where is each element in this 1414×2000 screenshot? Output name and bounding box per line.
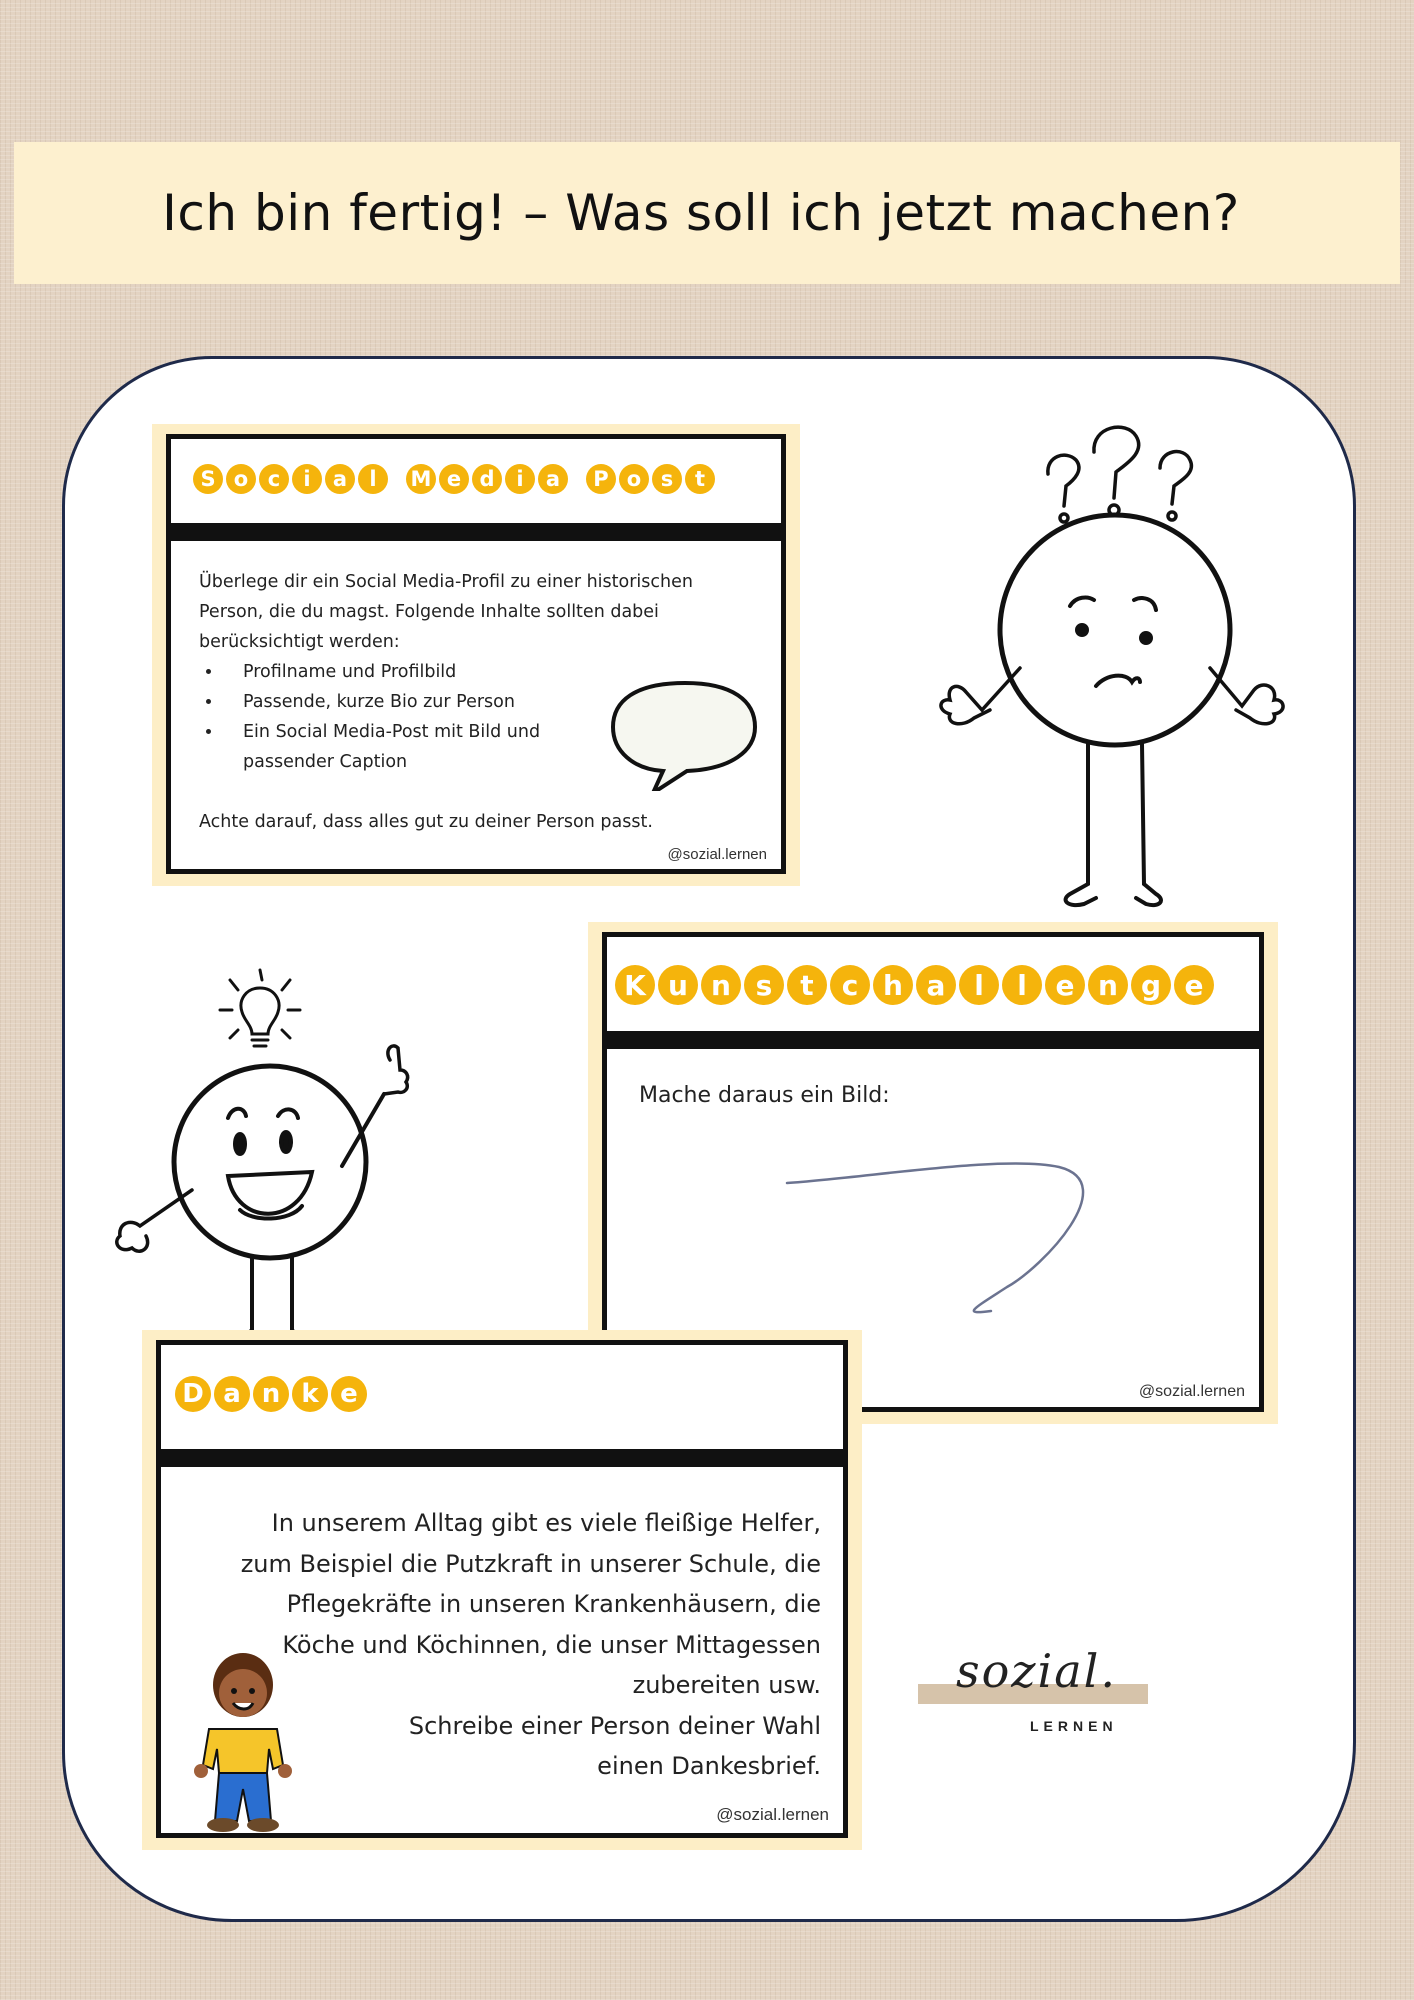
title-letter: s — [652, 464, 682, 494]
logo-script: sozial. — [956, 1644, 1118, 1698]
closing-text: Achte darauf, dass alles gut zu deiner Person passt. — [199, 812, 653, 832]
title-letter: n — [1088, 965, 1128, 1005]
title-letter: e — [1174, 965, 1214, 1005]
title-letter: e — [1045, 965, 1085, 1005]
title-letter: k — [292, 1376, 328, 1412]
intro-text: Überlege dir ein Social Media-Profil zu einer historischen Person, die du magst. Folgende Inhalte sollten dabei berücksichtigt werden: — [199, 572, 693, 652]
pointing-hand-icon — [384, 1046, 408, 1094]
speech-bubble-icon — [605, 671, 765, 791]
title-letter: g — [1131, 965, 1171, 1005]
title-letter: i — [292, 464, 322, 494]
card-frame — [156, 1340, 848, 1838]
title-letter: d — [472, 464, 502, 494]
page-title: Ich bin fertig! – Was soll ich jetzt machen? — [162, 184, 1240, 242]
title-letter: D — [175, 1376, 211, 1412]
title-letter: M — [406, 464, 436, 494]
title-space — [571, 464, 583, 494]
title-divider — [171, 523, 781, 541]
prompt-text: Mache daraus ein Bild: — [639, 1083, 890, 1108]
title-letter: a — [325, 464, 355, 494]
title-letter: a — [916, 965, 956, 1005]
card-danke — [142, 1330, 862, 1850]
title-letter: l — [1002, 965, 1042, 1005]
title-letter: o — [619, 464, 649, 494]
list-item: • Profilname und Profilbild — [223, 657, 759, 687]
logo-subtitle: LERNEN — [1030, 1718, 1118, 1734]
title-letter: l — [358, 464, 388, 494]
title-letter: c — [259, 464, 289, 494]
title-letter: i — [505, 464, 535, 494]
card-body — [221, 1503, 821, 1787]
title-space — [391, 464, 403, 494]
text-line: Schreibe einer Person deiner Wahl — [408, 1711, 821, 1740]
title-letter: u — [658, 965, 698, 1005]
title-letter: K — [615, 965, 655, 1005]
card-footer-handle: @sozial.lernen — [716, 1805, 829, 1824]
title-letter: h — [873, 965, 913, 1005]
card-title — [615, 965, 1214, 1005]
title-letter: t — [685, 464, 715, 494]
boy-illustration — [179, 1645, 309, 1835]
title-letter: t — [787, 965, 827, 1005]
title-letter: c — [830, 965, 870, 1005]
title-letter: n — [253, 1376, 289, 1412]
title-letter: e — [439, 464, 469, 494]
title-letter: s — [744, 965, 784, 1005]
title-letter: l — [959, 965, 999, 1005]
lightbulb-icon — [220, 970, 300, 1046]
text-line: zubereiten usw. — [632, 1671, 821, 1699]
confused-figure-illustration — [870, 410, 1290, 910]
list-item: • Ein Social Media-Post mit Bild und passender Caption — [223, 717, 563, 777]
card-social-media-post — [152, 424, 800, 886]
title-letter: a — [214, 1376, 250, 1412]
title-divider — [607, 1031, 1259, 1049]
title-letter: a — [538, 464, 568, 494]
card-footer-handle: @sozial.lernen — [667, 846, 767, 863]
title-letter: n — [701, 965, 741, 1005]
title-banner — [14, 142, 1400, 284]
head-circle — [1000, 515, 1230, 745]
card-title — [175, 1376, 367, 1412]
title-letter: S — [193, 464, 223, 494]
card-frame — [166, 434, 786, 874]
title-letter: e — [331, 1376, 367, 1412]
question-marks-icon — [1048, 427, 1192, 522]
title-letter: o — [226, 464, 256, 494]
text-line: In unserem Alltag gibt es viele fleißige Helfer, — [271, 1509, 821, 1537]
card-title — [193, 464, 715, 494]
title-divider — [161, 1449, 843, 1467]
text-line: Pflegekräfte in unseren Krankenhäusern, die — [286, 1590, 821, 1618]
text-line: einen Dankesbrief. — [597, 1752, 821, 1780]
text-line: Köche und Köchinnen, die unser Mittagessen — [282, 1630, 821, 1659]
drawing-line-icon — [783, 1149, 1103, 1329]
sozial-lernen-logo — [912, 1590, 1152, 1750]
card-footer-handle: @sozial.lernen — [1138, 1383, 1245, 1400]
title-letter: P — [586, 464, 616, 494]
text-line: zum Beispiel die Putzkraft in unserer Schule, die — [240, 1549, 821, 1578]
list-item: • Passende, kurze Bio zur Person — [223, 687, 759, 717]
idea-figure-illustration — [80, 930, 460, 1350]
